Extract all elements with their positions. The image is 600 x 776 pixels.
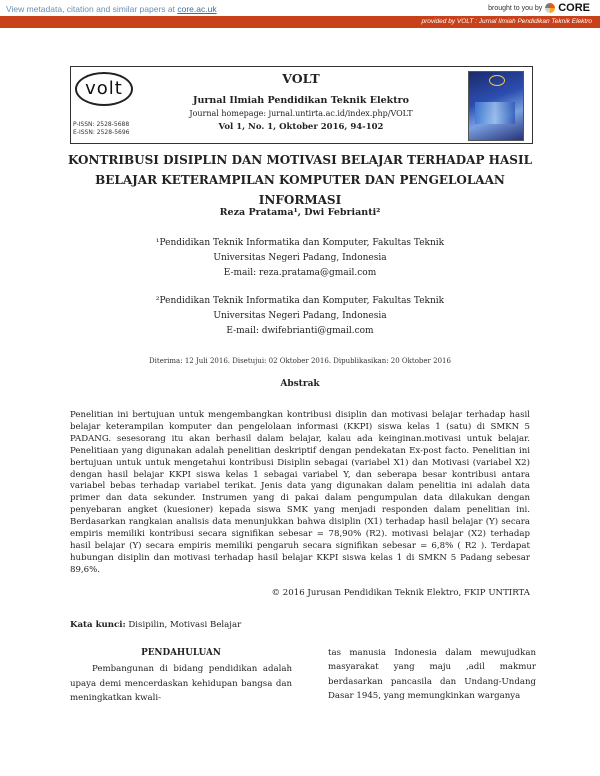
keywords-list: Disipilin, Motivasi Belajar (125, 620, 242, 630)
copyright-notice: © 2016 Jurusan Pendidikan Teknik Elektro, FKIP UNTIRTA (271, 588, 530, 598)
affiliation-dept: ²Pendidikan Teknik Informatika dan Komputer, Fakultas Teknik (155, 296, 445, 306)
affiliation-dept: ¹Pendidikan Teknik Informatika dan Komputer, Fakultas Teknik (155, 238, 445, 248)
affiliation-email[interactable]: E-mail: dwifebrianti@gmail.com (226, 326, 374, 336)
keywords-label: Kata kunci: (70, 620, 126, 630)
intro-column-left (70, 646, 292, 705)
affiliation-1 (120, 236, 480, 281)
intro-column-right: tas manusia Indonesia dalam mewujudkan masyarakat yang maju ,adil makmur berdasarkan pancasila dan Undang-Undang Dasar 1945, yang memungkinkan warganya (328, 648, 536, 701)
affiliation-email[interactable]: E-mail: reza.pratama@gmail.com (223, 268, 377, 278)
core-brand-name: CORE (558, 2, 590, 14)
core-brand[interactable] (488, 2, 590, 14)
core-logo-icon (545, 3, 555, 13)
authors: Reza Pratama¹, Dwi Febrianti² (219, 207, 381, 218)
journal-cover-image (468, 71, 524, 141)
journal-header (70, 66, 533, 144)
journal-volume: Vol 1, No. 1, Oktober 2016, 94-102 (218, 122, 384, 132)
core-banner (0, 0, 600, 28)
issn-electronic: E-ISSN: 2528-5696 (73, 129, 130, 136)
journal-homepage[interactable]: Journal homepage: jurnal.untirta.ac.id/index.php/VOLT (189, 109, 413, 118)
title-line-1: KONTRIBUSI DISIPLIN DAN MOTIVASI BELAJAR TERHADAP HASIL (67, 153, 533, 167)
journal-subtitle: Jurnal Ilmiah Pendidikan Teknik Elektro (193, 95, 409, 106)
core-link-text: View metadata, citation and similar papers at (6, 4, 178, 14)
provided-by-bar[interactable]: provided by VOLT : Jurnal Ilmiah Pendidikan Teknik Elektro (0, 16, 600, 28)
cover-graphic (475, 102, 515, 124)
cover-logo-icon (489, 75, 505, 86)
intro-paragraph-left: Pembangunan di bidang pendidikan adalah upaya demi mencerdaskan kehidupan bangsa dan meningkatkan kwali- (70, 664, 292, 703)
journal-logo (73, 71, 137, 139)
abstract-heading: Abstrak (280, 379, 320, 389)
title-line-2: BELAJAR KETERAMPILAN KOMPUTER DAN PENGELOLAAN INFORMASI (95, 173, 505, 207)
publication-dates: Diterima: 12 Juli 2016. Disetujui: 02 Oktober 2016. Dipublikasikan: 20 Oktober 2016 (149, 357, 451, 365)
abstract-body: Penelitian ini bertujuan untuk mengembangkan kontribusi disiplin dan motivasi belajar terhadap hasil belajar keterampilan komputer dan pengelolaan informasi (KKPI) siswa kelas 1 (satu) di SMKN 5 PADANG. sesesorang itu akan berhasil dalam belajar, kalau ada keinginan.motivasi untuk belajar. Penelitiaan yang digunakan adalah penelitian deskriptif dengan pendekatan Ex-post facto. Penelitian ini bertujuan untuk untuk mengetahui kontribusi Disiplin sebagai (variabel X1) dan Motivasi (variabel X2) dengan hasil belajar KKPI siswa kelas 1 sebagai variabel Y, dan seberapa besar kontribusi antara variabel bebas terhadap variabel terikat. Jenis data yang digunakan dalam penelitia ini adalah data primer dan data sekunder. Instrumen yang di pakai dalam pengumpulan data dilakukan dengan penyebaran angket (kuesioner) kepada siswa SMK yang menjadi responden dalam penelitian ini. Berdasarkan rangkaian analisis data menunjukkan bahwa disiplin (X1) terhadap hasil belajar (Y) secara empiris memiliki kontribusi secara signifikan sebesar = 78,90% (R2). motivasi belajar (X2) terhadap hasil belajar (Y) secara empiris memiliki pengaruh secara signifikan sebesar = 6,8% ( R2 ). Terdapat hubungan disiplin dan motivasi terhadap hasil belajar KKPI siswa kelas 1 di SMKN 5 Padang sebesar 89,6%. (70, 410, 530, 575)
volt-logo-icon: volt (75, 72, 133, 106)
core-metadata-link[interactable] (6, 4, 217, 14)
article-title (60, 150, 540, 210)
issn-print: P-ISSN: 2528-5688 (73, 121, 130, 128)
keywords (70, 620, 241, 630)
section-heading: PENDAHULUAN (141, 648, 221, 658)
affiliation-univ: Universitas Negeri Padang, Indonesia (213, 253, 387, 263)
core-link-domain[interactable]: core.ac.uk (177, 4, 217, 14)
affiliation-2 (120, 294, 480, 339)
affiliation-univ: Universitas Negeri Padang, Indonesia (213, 311, 387, 321)
core-brought-text: brought to you by (488, 4, 543, 12)
journal-name: VOLT (282, 71, 320, 86)
